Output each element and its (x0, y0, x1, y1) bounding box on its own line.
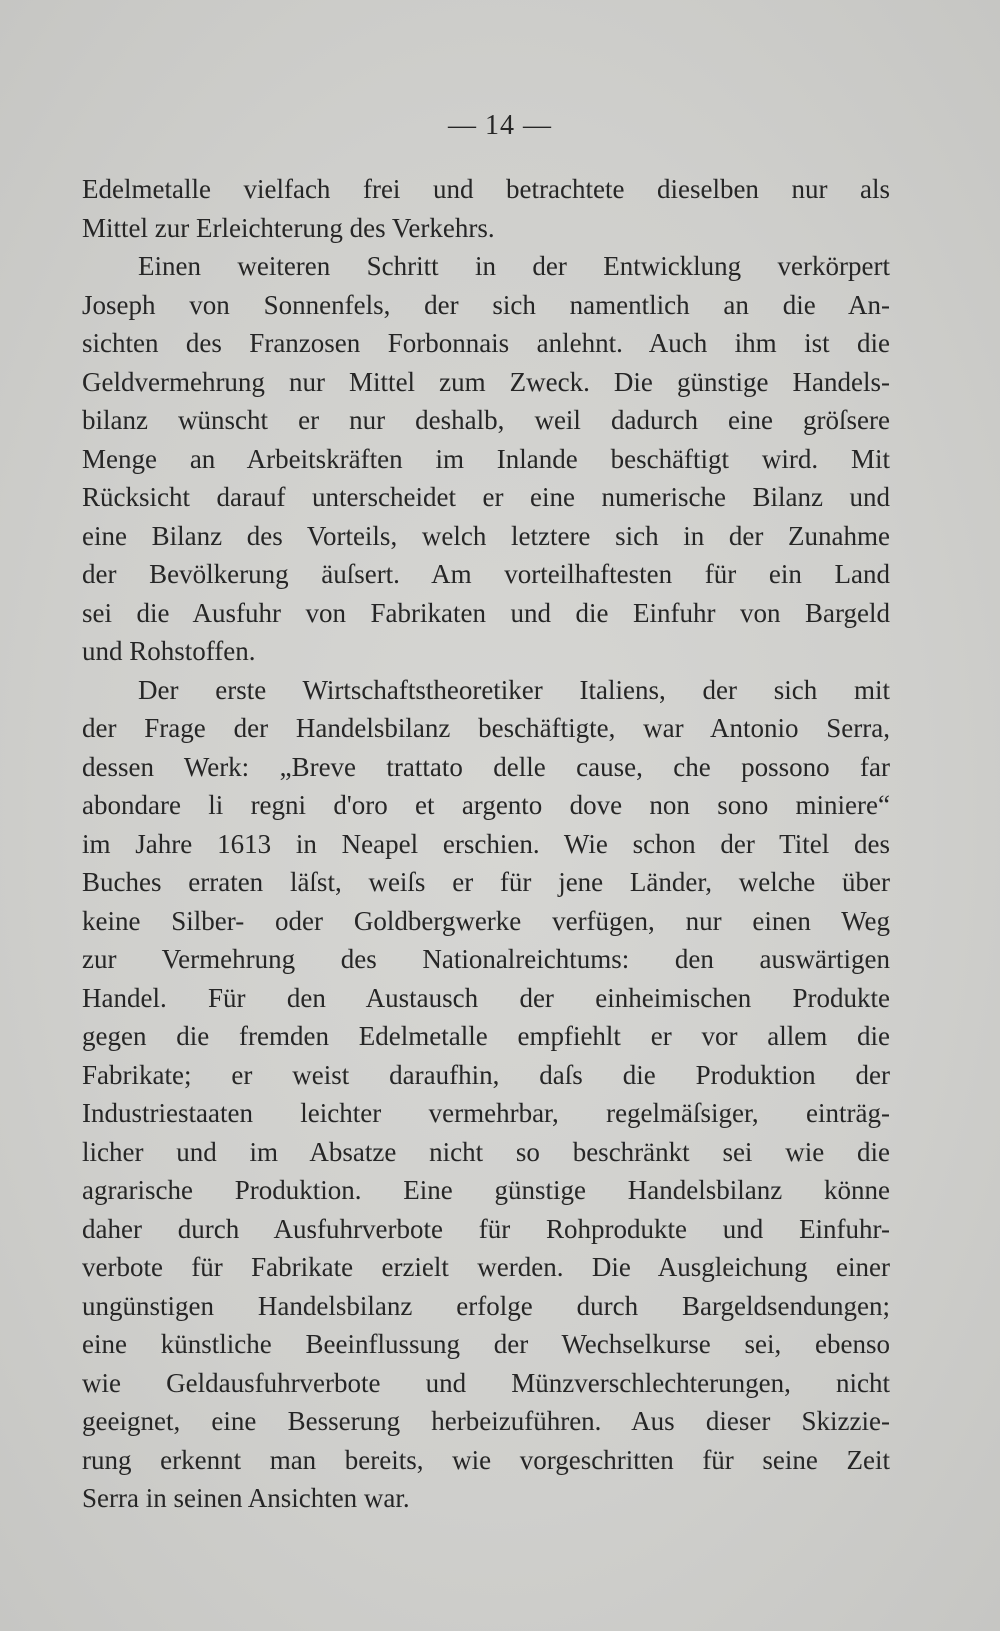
text-line: ungünstigen Handelsbilanz erfolge durch Bargeldsendungen; (82, 1290, 890, 1321)
text-line: eine Bilanz des Vorteils, welch letztere sich in der Zunahme (82, 520, 890, 551)
text-line: der Frage der Handelsbilanz beschäftigte, war Antonio Serra, (82, 713, 890, 743)
text-line: und Rohstoffen. (82, 636, 256, 666)
text-line: bilanz wünscht er nur deshalb, weil dadurch eine gröſsere (82, 405, 890, 435)
text-line: Fabrikate; er weist daraufhin, daſs die Produktion der (82, 1059, 890, 1090)
text-line: rung erkennt man bereits, wie vorgeschritten für seine Zeit (82, 1444, 890, 1475)
text-line: Der erste Wirtschaftstheoretiker Italiens, der sich mit (138, 674, 890, 705)
text-line: Industriestaaten leichter vermehrbar, regelmäſsiger, einträg- (82, 1098, 890, 1128)
text-line: zur Vermehrung des Nationalreichtums: den auswärtigen (82, 944, 890, 974)
text-line: Geldvermehrung nur Mittel zum Zweck. Die günstige Handels- (82, 366, 890, 397)
text-line: Edelmetalle vielfach frei und betrachtete dieselben nur als (82, 174, 890, 204)
text-line: sichten des Franzosen Forbonnais anlehnt. Auch ihm ist die (82, 328, 890, 358)
text-line: sei die Ausfuhr von Fabrikaten und die Einfuhr von Bargeld (82, 597, 890, 628)
text-line: keine Silber- oder Goldbergwerke verfügen, nur einen Weg (82, 905, 890, 936)
text-line: Handel. Für den Austausch der einheimischen Produkte (82, 982, 890, 1013)
text-line: verbote für Fabrikate erzielt werden. Die Ausgleichung einer (82, 1252, 890, 1282)
text-line: dessen Werk: „Breve trattato delle cause, che possono far (82, 751, 890, 782)
text-line: wie Geldausfuhrverbote und Münzverschlechterungen, nicht (82, 1367, 890, 1398)
text-line: Buches erraten läſst, weiſs er für jene Länder, welche über (82, 867, 890, 897)
text-line: agrarische Produktion. Eine günstige Handelsbilanz könne (82, 1175, 890, 1205)
text-line: Mittel zur Erleichterung des Verkehrs. (82, 212, 495, 243)
text-line: daher durch Ausfuhrverbote für Rohprodukte und Einfuhr- (82, 1213, 890, 1244)
text-line: licher und im Absatze nicht so beschränkt sei wie die (82, 1136, 890, 1167)
text-line: gegen die fremden Edelmetalle empfiehlt er vor allem die (82, 1021, 890, 1051)
text-line: Serra in seinen Ansichten war. (82, 1483, 410, 1513)
page-number: — 14 — (448, 110, 552, 141)
text-line: Joseph von Sonnenfels, der sich namentlich an die An- (82, 289, 890, 320)
text-line: der Bevölkerung äuſsert. Am vorteilhaftesten für ein Land (82, 559, 890, 589)
text-line: Rücksicht darauf unterscheidet er eine numerische Bilanz und (82, 482, 890, 512)
text-line: Einen weiteren Schritt in der Entwicklung verkörpert (138, 251, 890, 281)
text-line: im Jahre 1613 in Neapel erschien. Wie schon der Titel des (82, 828, 890, 859)
text-line: Menge an Arbeitskräften im Inlande beschäftigt wird. Mit (82, 443, 890, 474)
text-line: eine künstliche Beeinflussung der Wechselkurse sei, ebenso (82, 1329, 890, 1359)
body-text (82, 170, 890, 1518)
text-line: abondare li regni d'oro et argento dove non sono miniere“ (82, 790, 890, 820)
text-line: geeignet, eine Besserung herbeizuführen. Aus dieser Skizzie- (82, 1406, 890, 1436)
